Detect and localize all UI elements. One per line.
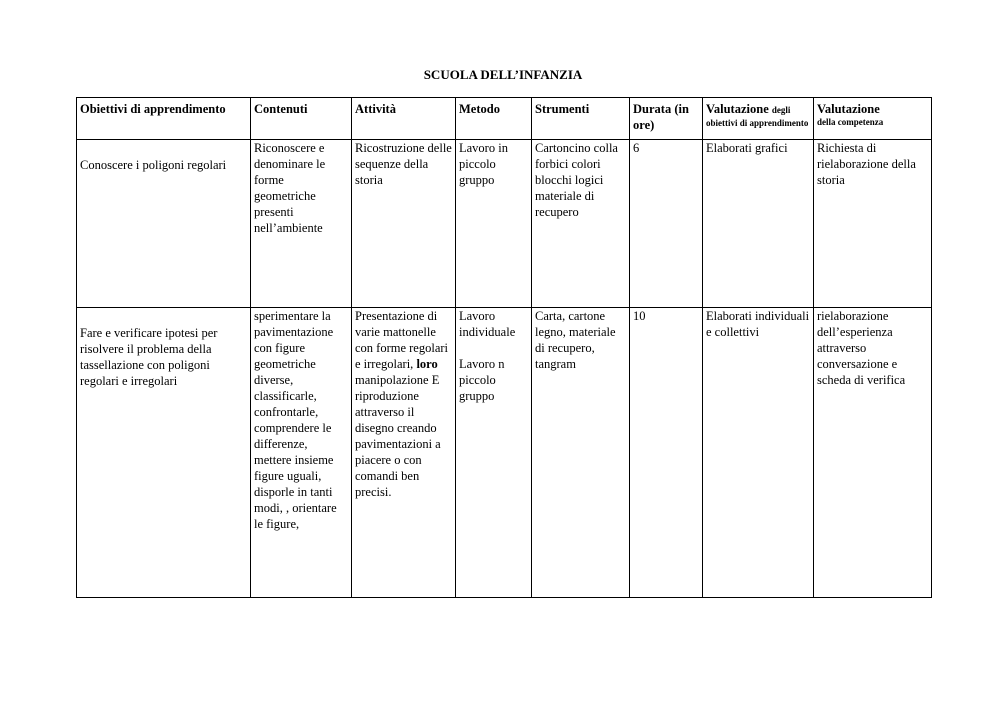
header-valutazione-obiettivi-main: Valutazione (706, 102, 769, 116)
cell-metodo: Lavoro in piccolo gruppo (456, 140, 532, 308)
header-valutazione-obiettivi-inline: degli (771, 105, 791, 115)
cell-attivita (352, 308, 456, 598)
cell-contenuti: Riconoscere e denominare le forme geometriche presenti nell’ambiente (251, 140, 352, 308)
table-row (77, 308, 932, 598)
cell-durata: 6 (630, 140, 703, 308)
cell-valutazione-competenza: rielaborazione dell’esperienza attraverso conversazione e scheda di verifica (814, 308, 932, 598)
header-valutazione-competenza-main: Valutazione (817, 102, 880, 116)
header-contenuti: Contenuti (251, 98, 352, 140)
cell-valutazione-competenza: Richiesta di rielaborazione della storia (814, 140, 932, 308)
header-valutazione-obiettivi (703, 98, 814, 140)
cell-valutazione-obiettivi: Elaborati grafici (703, 140, 814, 308)
cell-obiettivi: Fare e verificare ipotesi per risolvere il problema della tassellazione con poligoni regolari e irregolari (77, 308, 251, 598)
attivita-text-end: manipolazione E riproduzione attraverso il disegno creando pavimentazioni a piacere o con comandi ben precisi. (355, 373, 441, 499)
metodo-gap (459, 340, 528, 356)
header-row (77, 98, 932, 140)
cell-durata: 10 (630, 308, 703, 598)
cell-strumenti: Cartoncino colla forbici colori blocchi logici materiale di recupero (532, 140, 630, 308)
header-valutazione-obiettivi-sub: obiettivi di apprendimento (706, 118, 809, 128)
header-attivita: Attività (352, 98, 456, 140)
metodo-gruppo: Lavoro n piccolo gruppo (459, 357, 505, 403)
header-durata: Durata (in ore) (630, 98, 703, 140)
metodo-individuale: Lavoro individuale (459, 309, 516, 339)
header-metodo: Metodo (456, 98, 532, 140)
header-valutazione-competenza (814, 98, 932, 140)
attivita-text-bold: loro (416, 357, 438, 371)
planning-table (76, 97, 932, 598)
table-row (77, 140, 932, 308)
cell-metodo (456, 308, 532, 598)
cell-contenuti: sperimentare la pavimentazione con figure geometriche diverse, classificarle, confrontarle, comprendere le differenze, mettere insieme figure uguali, disporle in tanti modi, , orientare le figure, (251, 308, 352, 598)
cell-strumenti: Carta, cartone legno, materiale di recupero, tangram (532, 308, 630, 598)
cell-valutazione-obiettivi: Elaborati individuali e collettivi (703, 308, 814, 598)
cell-attivita: Ricostruzione delle sequenze della storia (352, 140, 456, 308)
header-valutazione-competenza-sub: della competenza (817, 117, 884, 127)
header-strumenti: Strumenti (532, 98, 630, 140)
header-obiettivi: Obiettivi di apprendimento (77, 98, 251, 140)
document-title: SCUOLA DELL’INFANZIA (423, 67, 583, 82)
attivita-text-start: Presentazione di varie mattonelle con forme regolari e irregolari, (355, 309, 449, 371)
cell-obiettivi: Conoscere i poligoni regolari (77, 140, 251, 308)
